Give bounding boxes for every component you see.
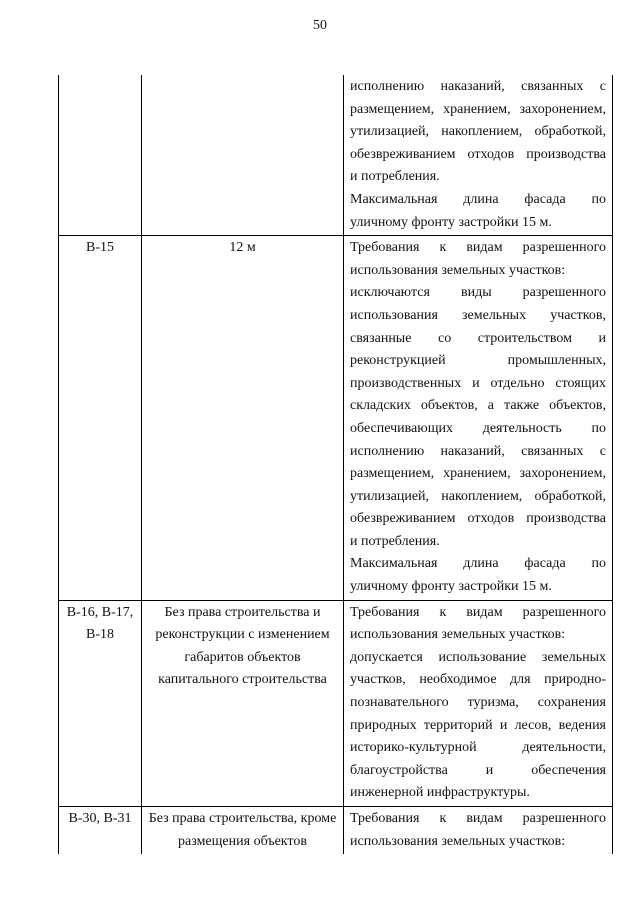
page-number: 50 — [313, 18, 327, 33]
zone-code-cell — [59, 75, 142, 236]
requirements-paragraph — [350, 237, 606, 282]
requirements-cell — [344, 75, 613, 236]
requirements-line: использования земельных участков: — [350, 833, 566, 849]
requirements-line: Требования к видам разрешенного — [350, 811, 606, 826]
height-limit-cell — [142, 75, 344, 236]
requirements-cell — [344, 236, 613, 601]
requirements-line: Максимальная длина фасада по — [350, 191, 606, 207]
requirements-paragraph — [350, 76, 606, 189]
requirements-line: и потребления. — [350, 533, 440, 549]
requirements-paragraph — [350, 647, 606, 805]
requirements-line: уличному фронту застройки 15 м. — [350, 579, 552, 595]
requirements-line: обезвреживанием отходов производства — [350, 511, 606, 527]
requirements-line: историко-культурной деятельности, — [350, 740, 606, 756]
zone-code-cell: В-16, В-17, В-18 — [59, 600, 142, 806]
requirements-line: исполнению наказаний, связанных с — [350, 443, 606, 459]
table-body — [59, 75, 613, 854]
requirements-line: допускается использование земельных — [350, 649, 606, 665]
requirements-line: инженерной инфраструктуры. — [350, 785, 530, 801]
table-row — [59, 807, 613, 855]
requirements-line: реконструкцией промышленных, — [350, 353, 606, 369]
requirements-paragraph — [350, 602, 606, 647]
requirements-line: Максимальная длина фасада по — [350, 556, 606, 572]
requirements-cell — [344, 600, 613, 806]
table-row — [59, 75, 613, 236]
requirements-cell — [344, 807, 613, 855]
requirements-line: Требования к видам разрешенного — [350, 604, 606, 620]
requirements-line: складских объектов, а также объектов, — [350, 398, 606, 414]
requirements-line: исполнению наказаний, связанных с — [350, 79, 606, 94]
requirements-line: познавательного туризма, сохранения — [350, 695, 606, 711]
requirements-line: использования земельных участков, — [350, 307, 606, 323]
requirements-line: размещением, хранением, захоронением, — [350, 101, 606, 117]
requirements-line: уличному фронту застройки 15 м. — [350, 214, 552, 230]
requirements-line: и потребления. — [350, 169, 440, 185]
requirements-line: участков, необходимое для природно- — [350, 672, 606, 688]
zone-code-cell: В-15 — [59, 236, 142, 601]
requirements-line: связанные со строительством и — [350, 330, 606, 346]
height-limit-cell: 12 м — [142, 236, 344, 601]
requirements-line: утилизацией, накоплением, обработкой, — [350, 124, 606, 140]
height-limit-cell: Без права строительства и реконструкции с изменением габаритов объектов капитального строительства — [142, 600, 344, 806]
requirements-line: утилизацией, накоплением, обработкой, — [350, 488, 606, 504]
requirements-line: производственных и отдельно стоящих — [350, 375, 606, 391]
requirements-paragraph — [350, 282, 606, 553]
requirements-paragraph — [350, 808, 606, 853]
requirements-line: обеспечивающих деятельность по — [350, 420, 606, 436]
requirements-paragraph — [350, 553, 606, 598]
requirements-line: исключаются виды разрешенного — [350, 285, 606, 301]
requirements-line: природных территорий и лесов, ведения — [350, 717, 606, 733]
requirements-line: обезвреживанием отходов производства — [350, 146, 606, 162]
requirements-paragraph — [350, 189, 606, 234]
requirements-line: размещением, хранением, захоронением, — [350, 466, 606, 482]
requirements-line: Требования к видам разрешенного — [350, 240, 606, 256]
requirements-line: благоустройства и обеспечения — [350, 762, 606, 778]
zoning-table — [58, 75, 613, 854]
requirements-line: использования земельных участков: — [350, 262, 566, 278]
height-limit-cell: Без права строительства, кроме размещения объектов — [142, 807, 344, 855]
zone-code-cell: В-30, В-31 — [59, 807, 142, 855]
requirements-line: использования земельных участков: — [350, 627, 566, 643]
table-row — [59, 600, 613, 806]
table-row — [59, 236, 613, 601]
